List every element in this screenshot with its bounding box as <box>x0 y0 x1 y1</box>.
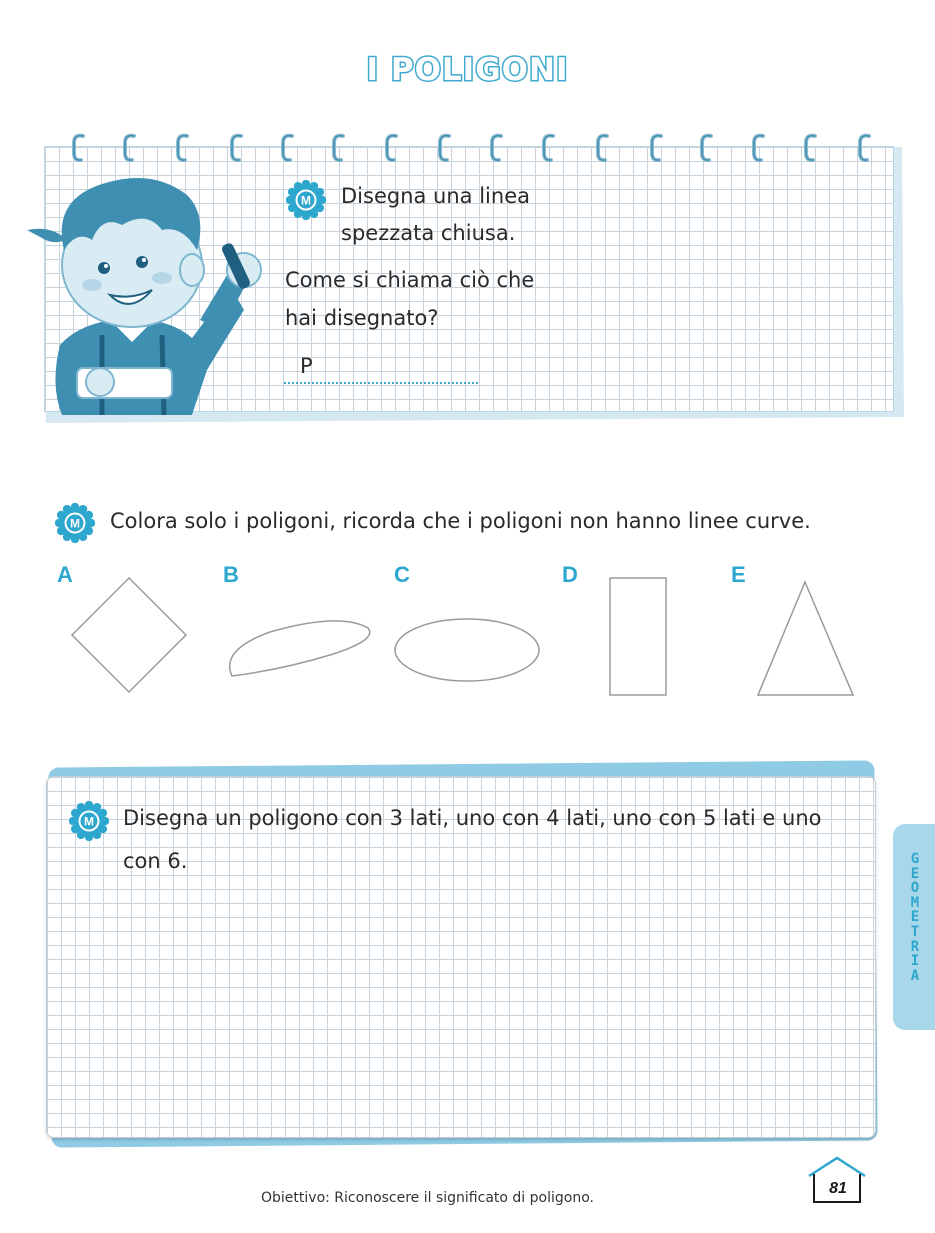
exercise2-instruction: Colora solo i poligoni, ricorda che i poligoni non hanno linee curve. <box>110 509 811 533</box>
shape-triangle[interactable] <box>758 582 853 695</box>
svg-text:M: M <box>301 193 311 208</box>
m-badge-icon <box>69 801 109 841</box>
spiral-ring <box>176 133 190 163</box>
spiral-ring <box>542 133 556 163</box>
spiral-ring <box>752 133 766 163</box>
shape-letter-c: C <box>394 562 410 587</box>
spiral-ring <box>438 133 452 163</box>
exercise1-question1: Come si chiama ciò che <box>285 268 535 292</box>
answer-hint: P <box>300 354 313 378</box>
spiral-ring <box>230 133 244 163</box>
spiral-ring <box>858 133 872 163</box>
page-number: 81 <box>829 1180 847 1197</box>
svg-text:M: M <box>70 516 80 531</box>
boy-illustration <box>22 170 272 415</box>
m-badge-icon <box>286 180 326 220</box>
shape-letter-e: E <box>731 562 746 587</box>
shapes-area <box>0 560 935 710</box>
spiral-ring <box>72 133 86 163</box>
exercise1-line2: spezzata chiusa. <box>341 221 516 245</box>
page-title: I POLIGONI <box>366 52 569 88</box>
exercise3-line1: Disegna un poligono con 3 lati, uno con 4 lati, uno con 5 lati e uno <box>123 806 822 830</box>
shape-curved-leaf[interactable] <box>230 621 370 676</box>
spiral-ring <box>281 133 295 163</box>
exercise1-line1: Disegna una linea <box>341 184 530 208</box>
exercise3-line2: con 6. <box>123 849 188 873</box>
shape-letter-d: D <box>562 562 578 587</box>
spiral-ring <box>385 133 399 163</box>
side-tab-label: G E O M E T R I A <box>910 851 920 984</box>
spiral-ring <box>123 133 137 163</box>
exercise1-question2: hai disegnato? <box>285 306 439 330</box>
spiral-ring <box>700 133 714 163</box>
m-badge-icon <box>55 503 95 543</box>
spiral-ring <box>804 133 818 163</box>
shape-diamond[interactable] <box>72 578 186 692</box>
answer-line[interactable] <box>284 382 478 384</box>
spiral-ring <box>490 133 504 163</box>
spiral-ring <box>596 133 610 163</box>
spiral-ring <box>332 133 346 163</box>
svg-text:M: M <box>84 814 94 829</box>
shape-letter-a: A <box>57 562 73 587</box>
shape-rectangle[interactable] <box>610 578 666 695</box>
shape-ellipse[interactable] <box>395 619 539 681</box>
shape-letter-b: B <box>223 562 239 587</box>
footer-objective: Obiettivo: Riconoscere il significato di poligono. <box>261 1190 594 1206</box>
spiral-ring <box>650 133 664 163</box>
